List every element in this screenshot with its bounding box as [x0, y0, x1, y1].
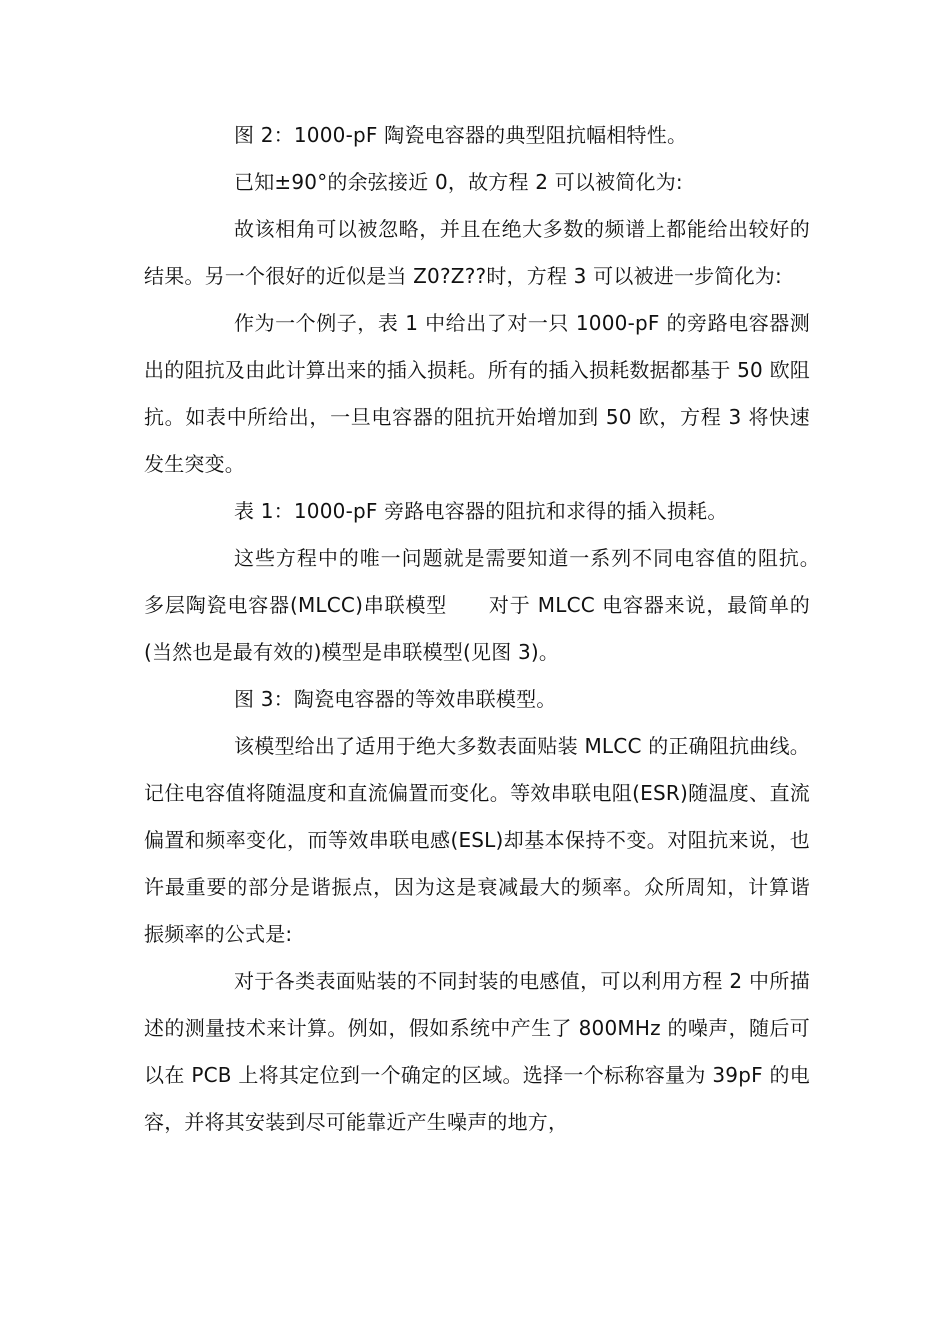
paragraph-impedance-curve: 该模型给出了适用于绝大多数表面贴装 MLCC 的正确阻抗曲线。记住电容值将随温度和直流偏置而变化。等效串联电阻(ESR)随温度、直流偏置和频率变化，而等效串联电感(ESL)却基本保持不变。对阻抗来说，也许最重要的部分是谐振点，因为这是衰减最大的频率。众所周知，计算谐振频率的公式是: [144, 734, 810, 946]
document-body [144, 112, 851, 1146]
figure-2-caption: 图 2：1000-pF 陶瓷电容器的典型阻抗幅相特性。 [234, 123, 688, 147]
table-1-caption: 表 1：1000-pF 旁路电容器的阻抗和求得的插入损耗。 [234, 499, 728, 523]
paragraph-insertion-loss-example: 作为一个例子，表 1 中给出了对一只 1000-pF 的旁路电容器测出的阻抗及由此计算出来的插入损耗。所有的插入损耗数据都基于 50 欧阻抗。如表中所给出，一旦电容器的阻抗开始增加到 50 欧，方程 3 将快速发生突变。 [144, 311, 810, 476]
paragraph-noise-example: 对于各类表面贴装的不同封装的电感值，可以利用方程 2 中所描述的测量技术来计算。例如，假如系统中产生了 800MHz 的噪声，随后可以在 PCB 上将其定位到一个确定的区域。选择一个标称容量为 39pF 的电容，并将其安装到尽可能靠近产生噪声的地方， [144, 969, 810, 1134]
paragraph-mlcc-series-model: 这些方程中的唯一问题就是需要知道一系列不同电容值的阻抗。 多层陶瓷电容器(MLCC)串联模型 对于 MLCC 电容器来说，最简单的(当然也是最有效的)模型是串联模型(见图 3)。 [144, 546, 851, 664]
paragraph-phase-angle: 故该相角可以被忽略，并且在绝大多数的频谱上都能给出较好的结果。另一个很好的近似是当 Z0?Z??时，方程 3 可以被进一步简化为: [144, 217, 810, 288]
paragraph-cosine-approximation: 已知±90°的余弦接近 0，故方程 2 可以被简化为: [234, 170, 683, 194]
figure-3-caption: 图 3：陶瓷电容器的等效串联模型。 [234, 687, 557, 711]
